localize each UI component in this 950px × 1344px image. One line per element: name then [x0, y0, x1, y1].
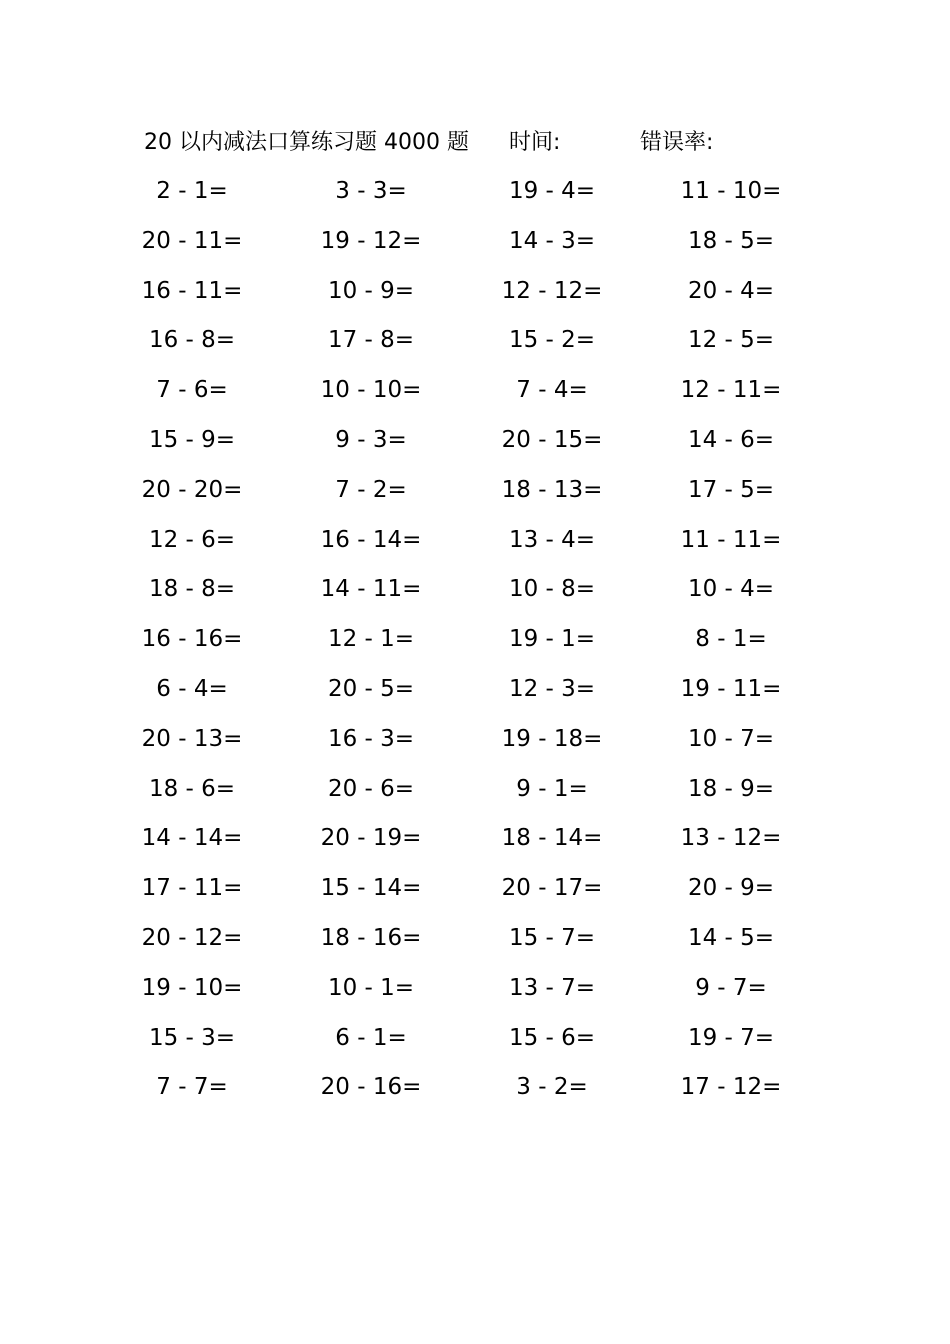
- problem: 9 - 3=: [335, 426, 407, 453]
- problem: 20 - 9=: [687, 875, 775, 902]
- problem: 20 - 5=: [327, 675, 415, 702]
- problem-row: [0, 922, 950, 972]
- problem: 13 - 4=: [508, 526, 596, 553]
- problem: 11 - 11=: [680, 526, 782, 553]
- problem-row: [0, 623, 950, 673]
- problem: 20 - 17=: [501, 875, 603, 902]
- problem: 16 - 8=: [148, 327, 236, 354]
- problem: 20 - 13=: [141, 725, 243, 752]
- problem: 14 - 11=: [320, 576, 422, 603]
- time-label: 时间:: [509, 130, 561, 155]
- problem: 18 - 9=: [687, 775, 775, 802]
- problem: 6 - 1=: [335, 1024, 407, 1051]
- problem: 17 - 12=: [680, 1074, 782, 1101]
- problem: 13 - 12=: [680, 825, 782, 852]
- problem-row: [0, 673, 950, 723]
- problem: 20 - 19=: [320, 825, 422, 852]
- problem: 15 - 6=: [508, 1024, 596, 1051]
- problem: 20 - 4=: [687, 277, 775, 304]
- problem: 17 - 5=: [687, 476, 775, 503]
- problem-row: [0, 773, 950, 823]
- problem: 9 - 7=: [695, 974, 767, 1001]
- problem: 10 - 7=: [687, 725, 775, 752]
- problem-row: [0, 374, 950, 424]
- problem: 17 - 8=: [327, 327, 415, 354]
- problem: 6 - 4=: [156, 675, 228, 702]
- problem: 18 - 5=: [687, 227, 775, 254]
- problem-row: [0, 872, 950, 922]
- problem: 10 - 9=: [327, 277, 415, 304]
- problem: 16 - 11=: [141, 277, 243, 304]
- problem: 20 - 6=: [327, 775, 415, 802]
- problem: 18 - 8=: [148, 576, 236, 603]
- problem-row: [0, 1022, 950, 1072]
- problem-row: [0, 225, 950, 275]
- problem: 15 - 14=: [320, 875, 422, 902]
- problem: 12 - 3=: [508, 675, 596, 702]
- problem: 20 - 11=: [141, 227, 243, 254]
- problem-row: [0, 175, 950, 225]
- problem: 11 - 10=: [680, 178, 782, 204]
- problem: 10 - 10=: [320, 377, 422, 404]
- problem: 19 - 11=: [680, 675, 782, 702]
- problem: 16 - 16=: [141, 626, 243, 653]
- problem: 12 - 5=: [687, 327, 775, 354]
- problem: 8 - 1=: [695, 626, 767, 653]
- problem: 17 - 11=: [141, 875, 243, 902]
- problem: 3 - 3=: [335, 178, 407, 204]
- problem: 10 - 1=: [327, 974, 415, 1001]
- problem-row: [0, 474, 950, 524]
- problem: 14 - 6=: [687, 426, 775, 453]
- problem: 12 - 11=: [680, 377, 782, 404]
- problem: 18 - 13=: [501, 476, 603, 503]
- problem: 16 - 14=: [320, 526, 422, 553]
- problem: 19 - 1=: [508, 626, 596, 653]
- problem: 7 - 6=: [156, 377, 228, 404]
- worksheet-title: 20 以内减法口算练习题 4000 题: [144, 130, 469, 155]
- problem: 2 - 1=: [156, 178, 228, 204]
- problem: 19 - 12=: [320, 227, 422, 254]
- problem: 12 - 1=: [327, 626, 415, 653]
- problem: 15 - 9=: [148, 426, 236, 453]
- problem: 19 - 18=: [501, 725, 603, 752]
- problem-row: [0, 1071, 950, 1121]
- problem: 20 - 20=: [141, 476, 243, 503]
- problem-row: [0, 972, 950, 1022]
- problem: 3 - 2=: [516, 1074, 588, 1101]
- worksheet-header: [0, 127, 950, 159]
- problem: 9 - 1=: [516, 775, 588, 802]
- problem: 19 - 4=: [508, 178, 596, 204]
- problem-row: [0, 275, 950, 325]
- problem: 7 - 2=: [335, 476, 407, 503]
- problem-row: [0, 573, 950, 623]
- problem: 20 - 15=: [501, 426, 603, 453]
- problem: 10 - 8=: [508, 576, 596, 603]
- problem: 14 - 14=: [141, 825, 243, 852]
- problem-row: [0, 723, 950, 773]
- problem: 15 - 3=: [148, 1024, 236, 1051]
- problem: 16 - 3=: [327, 725, 415, 752]
- problem: 15 - 2=: [508, 327, 596, 354]
- problem: 12 - 6=: [148, 526, 236, 553]
- problem: 7 - 7=: [156, 1074, 228, 1101]
- problem: 14 - 5=: [687, 924, 775, 951]
- problem-row: [0, 324, 950, 374]
- problem: 12 - 12=: [501, 277, 603, 304]
- problem-row: [0, 524, 950, 574]
- error-rate-label: 错误率:: [640, 130, 714, 155]
- problem-grid: [0, 175, 950, 1121]
- problem-row: [0, 424, 950, 474]
- problem: 20 - 16=: [320, 1074, 422, 1101]
- problem: 14 - 3=: [508, 227, 596, 254]
- problem-row: [0, 822, 950, 872]
- problem: 18 - 14=: [501, 825, 603, 852]
- problem: 13 - 7=: [508, 974, 596, 1001]
- problem: 15 - 7=: [508, 924, 596, 951]
- problem: 10 - 4=: [687, 576, 775, 603]
- problem: 19 - 7=: [687, 1024, 775, 1051]
- problem: 7 - 4=: [516, 377, 588, 404]
- problem: 18 - 6=: [148, 775, 236, 802]
- problem: 19 - 10=: [141, 974, 243, 1001]
- problem: 20 - 12=: [141, 924, 243, 951]
- problem: 18 - 16=: [320, 924, 422, 951]
